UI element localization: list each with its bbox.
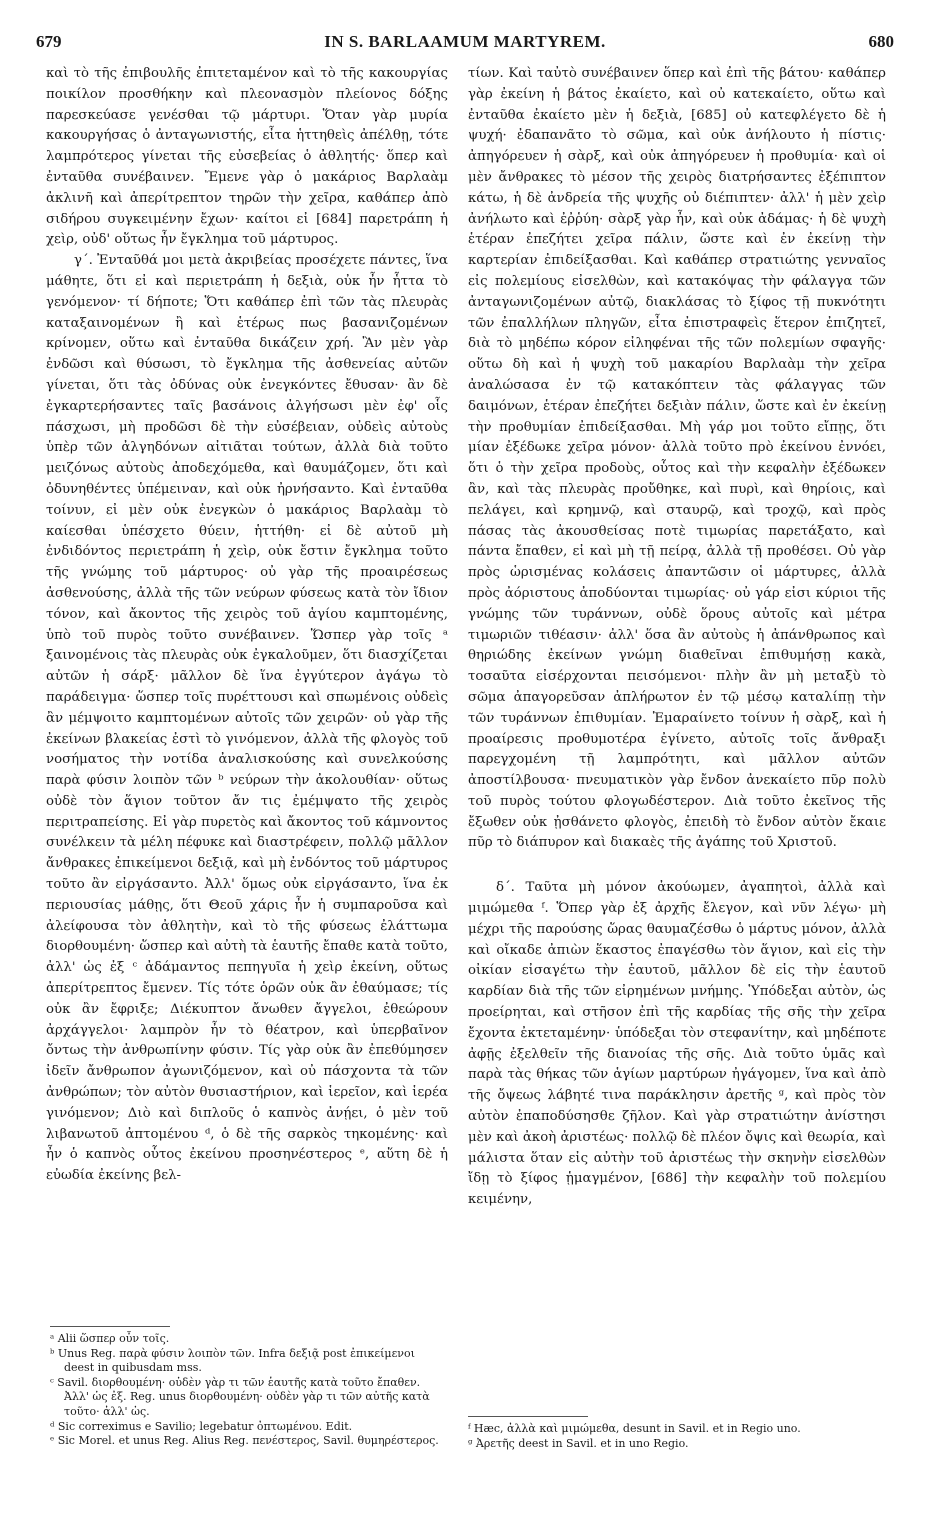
footnotes-right — [468, 1422, 886, 1451]
footnote: ᵉ Sic Morel. et unus Reg. Alius Reg. πενέστερος, Savil. θυμηρέστερος. — [50, 1434, 439, 1448]
left-paragraph-1: καὶ τὸ τῆς ἐπιβουλῆς ἐπιτεταμένον καὶ τὸ τῆς κακουργίας ποικίλον προσθήκην καὶ πλεονασμὸν πλείονος δόξης παρεσκεύασε γενέσθαι τῷ μάρτυρι. Ὅταν γὰρ μυρία κακουργήσας ὁ ἀνταγωνιστής, εἶτα ἡττηθεὶς ἀπέλθῃ, τότε λαμπρότερος γίνεται τῆς εὐσεβείας ὁ ἀθλητής· ὅπερ καὶ ἐνταῦθα συνέβαινεν. Ἔμενε γὰρ ὁ μακάριος Βαρλαὰμ ἀκλινῆ καὶ ἀπερίτρεπτον τηρῶν τὴν χεῖρα, καθάπερ ἀπὸ σιδήρου συγκειμένην ἔχων· καίτοι εἰ [684] παρετράπη ἡ χεὶρ, οὐδ' οὕτως ἦν ἔγκλημα τοῦ μάρτυρος. — [46, 66, 448, 248]
right-column — [468, 64, 886, 1211]
footnote: ᵃ Alii ὥσπερ οὖν τοῖς. — [50, 1332, 170, 1345]
footnote: ᵇ Unus Reg. παρὰ φύσιν λοιπὸν τῶν. Infra δεξιᾷ post ἐπικείμενοι deest in quibusdam mss. — [50, 1346, 415, 1375]
footnote: ᵈ Sic correximus e Savilio; legebatur ὀπτωμένου. Edit. — [50, 1419, 353, 1433]
running-header — [36, 32, 894, 58]
page-number-right: 680 — [868, 32, 894, 51]
footnotes-left — [50, 1332, 446, 1449]
page-number-left: 679 — [36, 32, 62, 51]
footnote-rule-right — [468, 1416, 588, 1417]
right-paragraph-section-4: δ΄. Ταῦτα μὴ μόνον ἀκούωμεν, ἀγαπητοὶ, ἀλλὰ καὶ μιμώμεθα ᶠ. Ὅπερ γὰρ ἐξ ἀρχῆς ἔλεγον, καὶ νῦν λέγω· μὴ μέχρι τῆς παρούσης ὥρας θαυμαζέσθω ὁ μάρτυς μόνον, ἀλλὰ καὶ οἴκαδε ἀπιὼν ἕκαστος ἐπαγέσθω τὸν ἅγιον, καὶ εἰς τὴν οἰκίαν εἰσαγέτω τὴν ἑαυτοῦ, μᾶλλον δὲ εἰς τὴν ἑαυτοῦ καρδίαν διὰ τῆς τῶν εἰρημένων μνήμης. Ὑπόδεξαι αὐτὸν, ὡς προείρηται, καὶ στῆσον ἐπὶ τῆς καρδίας τῆς σῆς τὴν χεῖρα ἔχοντα ἐκτεταμένην· ὑπόδεξαι τὸν στεφανίτην, καὶ μηδέποτε ἀφῇς ἐξελθεῖν τῆς διανοίας τῆς σῆς. Διὰ τοῦτο ὑμᾶς καὶ παρὰ τὰς θήκας τῶν ἁγίων μαρτύρων ἠγάγομεν, ἵνα καὶ ἀπὸ τῆς ὄψεως λάβητέ τινα παράκλησιν ἀρετῆς ᵍ, καὶ πρὸς τὸν αὐτὸν ἐπαποδύσησθε ζῆλον. Καὶ γὰρ στρατιώτην ἀνίστησι μὲν καὶ ἀκοὴ ἀριστέως· πολλῷ δὲ πλέον ὄψις καὶ θεωρία, καὶ μάλιστα ὅταν εἰς αὐτὴν τοῦ ἀριστέως τὴν σκηνὴν εἰσελθὼν ἴδῃ τὸ ξίφος ᾑμαγμένον, [686] τὴν κεφαλὴν τοῦ πολεμίου κειμένην, — [468, 880, 886, 1208]
footnote: ᵍ Ἀρετῆς deest in Savil. et in uno Regio. — [468, 1436, 689, 1450]
footnote-rule-left — [50, 1326, 170, 1327]
footnote: ᶠ Hæc, ἀλλὰ καὶ μιμώμεθα, desunt in Savil. et in Regio uno. — [468, 1422, 801, 1435]
footnote: ᶜ Savil. διορθουμένη· οὐδὲν γὰρ τι τῶν ἑαυτῆς κατὰ τοῦτο ἔπαθεν. Ἀλλ' ὡς ἐξ. Reg. unus διορθουμένη· οὐδὲν γὰρ τι τῶν αὐτῆς κατὰ τοῦτο· ἀλλ' ὡς. — [50, 1375, 430, 1418]
right-paragraph-1: τίων. Καὶ ταὐτὸ συνέβαινεν ὅπερ καὶ ἐπὶ τῆς βάτου· καθάπερ γὰρ ἐκείνη ἡ βάτος ἐκαίετο, καὶ οὐ κατεκαίετο, οὕτω καὶ ἐνταῦθα ἐκαίετο μὲν ἡ δεξιὰ, [685] οὐ κατεφλέγετο δὲ ἡ ψυχή· ἐδαπανᾶτο τὸ σῶμα, καὶ οὐκ ἀνήλουτο ἡ πίστις· ἀπηγόρευεν ἡ σὰρξ, καὶ οὐκ ἀπηγόρευεν ἡ προθυμία· καὶ οἱ μὲν ἄνθρακες τὸ μέσον τῆς χειρὸς διατρήσαντες ἐξέπιπτον κάτω, ἡ δὲ ἀνδρεία τῆς ψυχῆς οὐ διέπιπτεν· ἀλλ' ἡ μὲν χεὶρ ἀνήλωτο καὶ ἐῤῥύη· σὰρξ γὰρ ἦν, καὶ οὐκ ἀδάμας· ἡ δὲ ψυχὴ ἑτέραν ἐπεζήτει χεῖρα πάλιν, ὥστε καὶ ἐν ἐκείνῃ τὴν καρτερίαν ἐπιδείξασθαι. Καὶ καθάπερ στρατιώτης γενναῖος εἰς πολεμίους εἰσελθὼν, καὶ κατακόψας τὴν φάλαγγα τῶν ἀνταγωνιζομένων αὐτῷ, διακλάσας τὸ ξίφος τῇ πυκνότητι τῶν ἐπαλλήλων πληγῶν, εἶτα ἐπιστραφεὶς ἕτερον ἐπιζητεῖ, διὰ τὸ μηδέπω κόρον εἰληφέναι τῆς τῶν πολεμίων σφαγῆς· οὕτω δὴ καὶ ἡ ψυχὴ τοῦ μακαρίου Βαρλαὰμ τὴν χεῖρα ἀναλώσασα ἐν τῷ κατακόπτειν τὰς φάλαγγας τῶν δαιμόνων, ἑτέραν ἐπεζήτει δεξιὰν πάλιν, ὥστε καὶ ἐν ἐκείνῃ τὴν προθυμίαν ἐπιδείξασθαι. Μὴ γάρ μοι τοῦτο εἴπῃς, ὅτι μίαν ἐξέδωκε χεῖρα μόνον· ἀλλὰ τοῦτο πρὸ ἐκείνου ἐννόει, ὅτι ὁ τὴν χεῖρα προδοὺς, οὗτος καὶ τὴν κεφαλὴν ἐξέδωκεν ἂν, καὶ τὰς πλευρὰς προὔθηκε, καὶ πυρὶ, καὶ θηρίοις, καὶ πελάγει, καὶ κρημνῷ, καὶ σταυρῷ, καὶ τροχῷ, καὶ πρὸς πάσας τὰς ἀκουσθείσας ποτὲ τιμωρίας παρετάξατο, καὶ πάντα ἔπαθεν, εἰ καὶ μὴ τῇ πείρᾳ, ἀλλὰ τῇ προθέσει. Οὐ γὰρ πρὸς ὡρισμένας κολάσεις ἀπαντῶσιν οἱ μάρτυρες, ἀλλὰ πρὸς ἀόριστους ἀποδύονται τιμωρίας· οὐ γάρ εἰσι κύριοι τῆς γνώμης τῶν τυράννων, οὐδὲ ὅρους αὐτοῖς καὶ μέτρα τιμωριῶν τιθέασιν· ἀλλ' ὅσα ἂν αὐτοὺς ἡ ἀπάνθρωπος καὶ θηριώδης ἐκείνων γνώμη διαθεῖναι ἐπιθυμήσῃ κακὰ, τοσαῦτα εἰσέρχονται πεισόμενοι· πλὴν ἂν μὴ μεταξὺ τὸ σῶμα ἀπαγορεῦσαν ἀπλήρωτον ἐν τῷ μέσῳ καταλίπῃ τὴν τῶν τυράννων ἐπιθυμίαν. Ἐμαραίνετο τοίνυν ἡ σὰρξ, καὶ ἡ προαίρεσις προθυμοτέρα ἐγίνετο, αὐτοῖς τοῖς ἄνθραξι παρεγχομένη τῇ λαμπρότητι, καὶ μᾶλλον αὐτῶν ἀποστίλβουσα· πνευματικὸν γὰρ ἔνδον ἀνεκαίετο πῦρ πολὺ τοῦ πυρὸς τούτου φλογωδέστερον. Διὰ τοῦτο ἐκεῖνος τῆς ἔξωθεν οὐκ ᾐσθάνετο φλογὸς, ἐπειδὴ τὸ ἔνδον αὐτὸν ἔκαιε πῦρ τὸ διάπυρον καὶ διακαὲς τῆς ἀγάπης τοῦ Χριστοῦ. — [468, 66, 886, 851]
running-title: IN S. BARLAAMUM MARTYREM. — [324, 32, 606, 51]
left-column — [46, 64, 448, 1187]
left-paragraph-section-3: γ΄. Ἐνταῦθά μοι μετὰ ἀκριβείας προσέχετε πάντες, ἵνα μάθητε, ὅτι εἰ καὶ περιετράπη ἡ δεξιὰ, οὐκ ἦν ἧττα τὸ γενόμενον· τί δήποτε; Ὅτι καθάπερ ἐπὶ τῶν τὰς πλευρὰς καταξαινομένων ἢ καὶ ἑτέρως πως βασανιζομένων κρίνομεν, οὕτω καὶ ἐνταῦθα δικάζειν χρή. Ἂν μὲν γὰρ ἐνδῶσι καὶ θύσωσι, τὸ ἔγκλημα τῆς ἀσθενείας αὐτῶν γίνεται, ὅτι τὰς ὀδύνας οὐκ ἐνεγκόντες ἔθυσαν· ἂν δὲ ἐγκαρτερήσαντες ταῖς βασάνοις ἀλγήσωσι μὲν ἐφ' οἷς πάσχωσι, μὴ προδῶσι δὲ τὴν εὐσέβειαν, οὐδεὶς αὐτοὺς ὑπὲρ τῶν ἀλγηδόνων αἰτιᾶται τούτων, ἀλλὰ διὰ τοῦτο μειζόνως αὐτοὺς ἀποδεχόμεθα, καὶ θαυμάζομεν, ὅτι καὶ ὀδυνηθέντες ὑπέμειναν, καὶ οὐκ ἠρνήσαντο. Καὶ ἐνταῦθα τοίνυν, εἰ μὲν οὐκ ἐνεγκὼν ὁ μακάριος Βαρλαὰμ τὸ καίεσθαι ὑπέσχετο θύειν, ἡττήθη· εἰ δὲ αὐτοῦ μὴ ἐνδιδόντος περιετράπη ἡ χεὶρ, οὐκ ἔστιν ἔγκλημα τοῦτο τῆς γνώμης τοῦ μάρτυρος· οὐ γὰρ τῆς προαιρέσεως ἀσθενούσης, ἀλλὰ τῆς τῶν νεύρων φύσεως κατὰ τὸν ἴδιον τόνον, καὶ ἄκοντος τῆς χειρὸς τοῦ ἁγίου καμπτομένης, ὑπὸ τοῦ πυρὸς τοῦτο συνέβαινεν. Ὥσπερ γὰρ τοῖς ᵃ ξαινομένοις τὰς πλευρὰς οὐκ ἐγκαλοῦμεν, ὅτι διασχίζεται αὐτῶν ἡ σάρξ· μᾶλλον δὲ ἵνα ἐγγύτερον ἀγάγω τὸ παράδειγμα· ὥσπερ τοῖς πυρέττουσι καὶ σπωμένοις οὐδεὶς ἂν μέμψοιτο καμπτομένων αὐτοῖς τῶν χειρῶν· οὐ γὰρ τῆς ἐκείνων βλακείας ἐστὶ τὸ γινόμενον, ἀλλὰ τῆς φλογὸς τοῦ νοσήματος τὴν νοτίδα ἀναλισκούσης καὶ συνελκούσης παρὰ φύσιν λοιπὸν τῶν ᵇ νεύρων τὴν ἀκολουθίαν· οὕτως οὐδὲ τὸν ἅγιον τοῦτον ἄν τις ἐμέμψατο τῆς χειρὸς περιτραπείσης. Εἰ γὰρ πυρετὸς καὶ ἄκοντος τοῦ κάμνοντος συνέλκειν τὰ μέλη πέφυκε καὶ διαστρέφειν, πολλῷ μᾶλλον ἄνθρακες ἐπικείμενοι δεξιᾷ, καὶ μὴ ἐνδόντος τοῦ μάρτυρος τοῦτο ἂν εἰργάσαντο. Ἀλλ' ὅμως οὐκ εἰργάσαντο, ἵνα ἐκ περιουσίας μάθῃς, ὅτι Θεοῦ χάρις ἦν ἡ συμπαροῦσα καὶ ἀλείφουσα τὸν ἀθλητὴν, καὶ τὸ τῆς φύσεως ἐλάττωμα διορθουμένη· ὥσπερ καὶ αὐτὴ τὰ ἑαυτῆς ἔπαθε κατὰ τοῦτο, ἀλλ' ὡς ἐξ ᶜ ἀδάμαντος πεπηγυῖα ἡ χεὶρ ἐκείνη, οὕτως ἀπερίτρεπτος ἔμενεν. Τίς τότε ὁρῶν οὐκ ἂν ἐθαύμασε; τίς οὐκ ἂν ἔφριξε; Διέκυπτον ἄνωθεν ἄγγελοι, ἐθεώρουν ἀρχάγγελοι· λαμπρὸν ἦν τὸ θέατρον, καὶ ὑπερβαῖνον ὄντως τὴν ἀνθρωπίνην φύσιν. Τίς γὰρ οὐκ ἂν ἐπεθύμησεν ἰδεῖν ἄνθρωπον ἀγωνιζόμενον, καὶ οὐ πάσχοντα τὰ τῶν ἀνθρώπων; τὸν αὐτὸν θυσιαστήριον, καὶ ἱερεῖον, καὶ ἱερέα γινόμενον; Διὸ καὶ διπλοῦς ὁ καπνὸς ἀνῄει, ὁ μὲν τοῦ λιβανωτοῦ ἀπτομένου ᵈ, ὁ δὲ τῆς σαρκὸς τηκομένης· καὶ ἦν ὁ καπνὸς οὗτος ἐκείνου προσηνέστερος ᵉ, αὕτη δὲ ἡ εὐωδία ἐκείνης βελ- — [46, 253, 448, 1184]
